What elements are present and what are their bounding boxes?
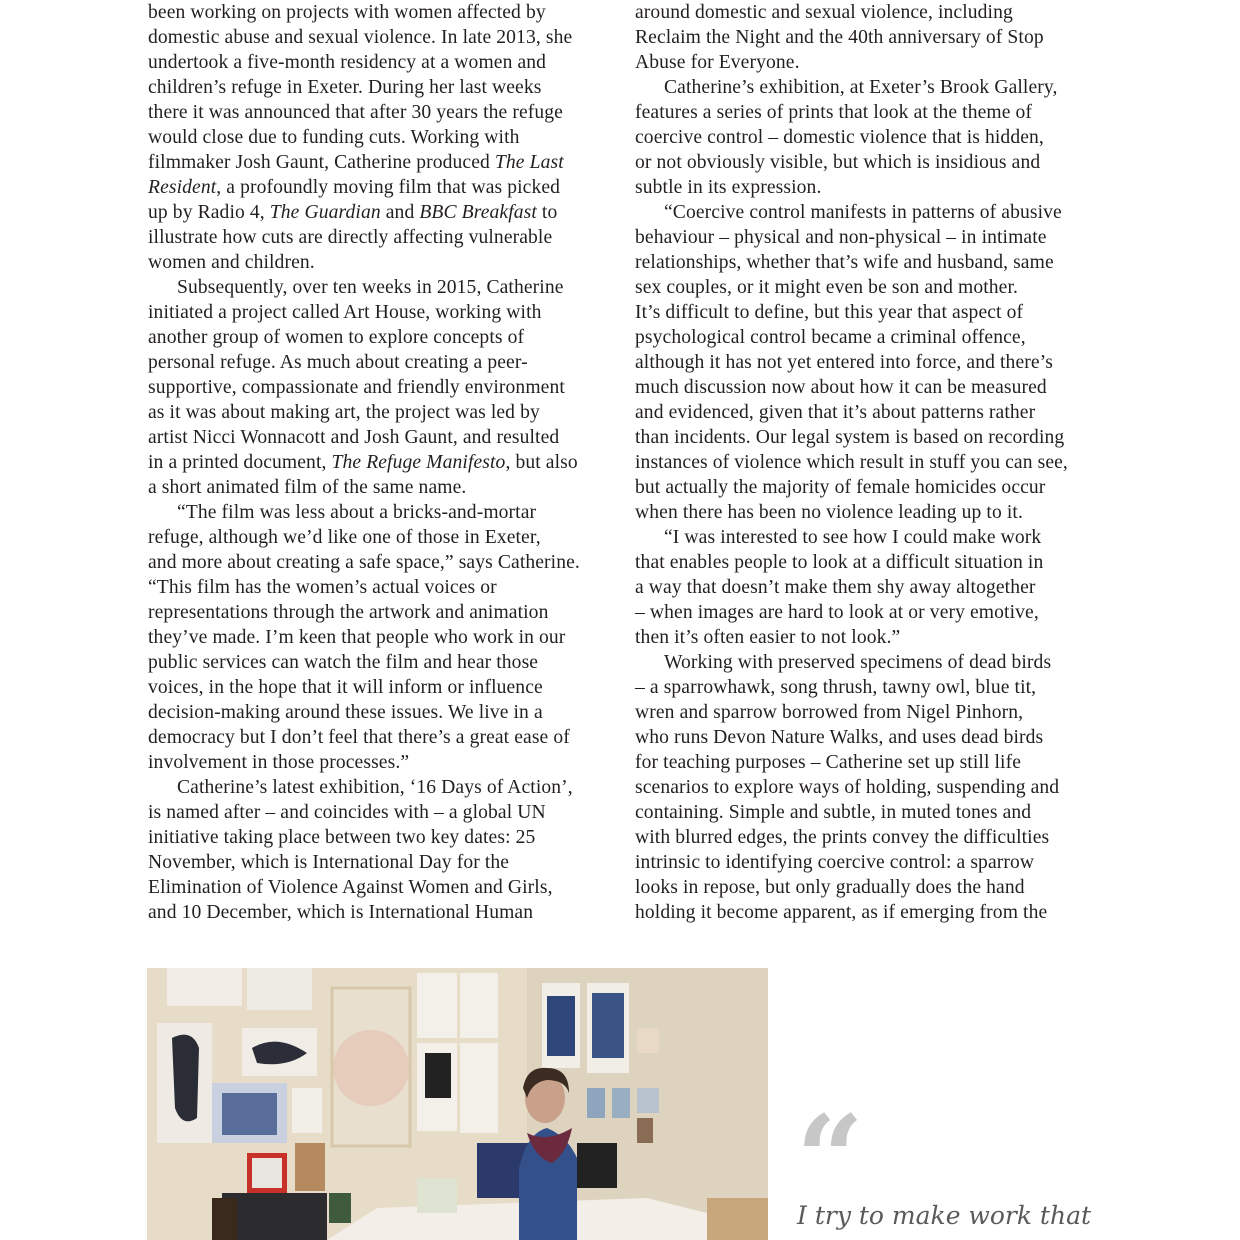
article-line <box>148 475 608 500</box>
photo-illustration <box>147 968 768 1240</box>
article-line <box>148 775 608 800</box>
text-segment: holding it become apparent, as if emerging from the <box>635 902 1048 923</box>
text-segment: Catherine’s latest exhibition, ‘16 Days of Action’, <box>177 777 573 798</box>
article-line <box>148 750 608 775</box>
article-line <box>148 575 608 600</box>
text-segment: “I was interested to see how I could make work <box>664 527 1042 548</box>
text-segment: wren and sparrow borrowed from Nigel Pinhorn, <box>635 702 1024 723</box>
article-line <box>148 150 608 175</box>
text-segment: decision-making around these issues. We live in a <box>148 702 543 723</box>
text-segment: “The film was less about a bricks-and-mortar <box>177 502 537 523</box>
text-segment: supportive, compassionate and friendly environment <box>148 377 565 398</box>
text-segment: and more about creating a safe space,” says Catherine. <box>148 552 580 573</box>
article-line <box>635 150 1095 175</box>
text-segment: when there has been no violence leading up to it. <box>635 502 1023 523</box>
text-segment: domestic abuse and sexual violence. In late 2013, she <box>148 27 573 48</box>
text-segment: personal refuge. As much about creating a peer- <box>148 352 528 373</box>
article-line <box>148 625 608 650</box>
text-segment: Working with preserved specimens of dead birds <box>664 652 1052 673</box>
article-line <box>635 25 1095 50</box>
text-segment: filmmaker Josh Gaunt, Catherine produced <box>148 152 495 173</box>
red-frame-inner <box>252 1158 282 1188</box>
text-segment: relationships, whether that’s wife and husband, same <box>635 252 1054 273</box>
text-segment: undertook a five-month residency at a women and <box>148 52 547 73</box>
article-line <box>635 900 1095 925</box>
article-column-left <box>148 0 608 925</box>
text-segment: up by Radio 4, <box>148 202 270 223</box>
article-line <box>635 575 1095 600</box>
blue-print-detail <box>222 1093 277 1135</box>
text-segment: there it was announced that after 30 years the refuge <box>148 102 563 123</box>
article-line <box>635 425 1095 450</box>
article-line <box>148 250 608 275</box>
article-line <box>635 275 1095 300</box>
article-line <box>148 100 608 125</box>
italic-title: The Last <box>494 152 564 173</box>
article-line <box>635 50 1095 75</box>
article-line <box>635 225 1095 250</box>
text-segment: who runs Devon Nature Walks, and uses dead birds <box>635 727 1044 748</box>
article-line <box>635 800 1095 825</box>
text-segment: involvement in those processes.” <box>148 752 410 773</box>
text-segment: initiated a project called Art House, working with <box>148 302 542 323</box>
text-segment: in a printed document, <box>148 452 332 473</box>
article-line <box>635 875 1095 900</box>
article-line <box>635 675 1095 700</box>
text-segment: although it has not yet entered into force, and there’s <box>635 352 1053 373</box>
text-segment: coercive control – domestic violence that is hidden, <box>635 127 1044 148</box>
circle-print <box>333 1030 409 1106</box>
article-line <box>635 250 1095 275</box>
article-line <box>635 700 1095 725</box>
article-line <box>148 450 608 475</box>
text-segment: – when images are hard to look at or very emotive, <box>635 602 1039 623</box>
text-segment: is named after – and coincides with – a global UN <box>148 802 546 823</box>
text-segment: would close due to funding cuts. Working with <box>148 127 520 148</box>
small-print <box>329 1193 351 1223</box>
article-line <box>148 675 608 700</box>
article-line <box>148 25 608 50</box>
article-line <box>148 900 608 925</box>
article-line <box>635 350 1095 375</box>
article-line <box>148 75 608 100</box>
text-segment: around domestic and sexual violence, including <box>635 2 1013 23</box>
article-line <box>148 350 608 375</box>
article-line <box>635 475 1095 500</box>
text-segment: initiative taking place between two key dates: 25 <box>148 827 536 848</box>
text-segment: as it was about making art, the project was led by <box>148 402 540 423</box>
text-segment: Elimination of Violence Against Women and Girls, <box>148 877 553 898</box>
article-line <box>148 725 608 750</box>
text-segment: It’s difficult to define, but this year that aspect of <box>635 302 1024 323</box>
article-line <box>635 325 1095 350</box>
text-segment: psychological control became a criminal offence, <box>635 327 1026 348</box>
text-segment: children’s refuge in Exeter. During her last weeks <box>148 77 542 98</box>
text-segment: , a profoundly moving film that was picked <box>216 177 561 198</box>
article-line <box>635 200 1095 225</box>
text-segment: voices, in the hope that it will inform or influence <box>148 677 543 698</box>
article-line <box>148 850 608 875</box>
text-segment: refuge, although we’d like one of those in Exeter, <box>148 527 541 548</box>
wooden-drawer <box>707 1198 768 1240</box>
postcard <box>587 1088 605 1118</box>
article-line <box>148 325 608 350</box>
print <box>460 1043 498 1133</box>
pull-quote-text: I try to make work that <box>797 1201 1092 1230</box>
article-line <box>148 875 608 900</box>
article-line <box>148 125 608 150</box>
article-line <box>148 825 608 850</box>
text-segment: behaviour – physical and non-physical – in intimate <box>635 227 1047 248</box>
artist-studio-photo <box>147 968 768 1240</box>
article-line <box>148 400 608 425</box>
text-segment: than incidents. Our legal system is based on recording <box>635 427 1065 448</box>
article-line <box>635 775 1095 800</box>
text-segment: but actually the majority of female homicides occur <box>635 477 1046 498</box>
text-segment: that enables people to look at a difficult situation in <box>635 552 1044 573</box>
text-segment: with blurred edges, the prints convey the difficulties <box>635 827 1050 848</box>
text-segment: another group of women to explore concepts of <box>148 327 525 348</box>
text-segment: sex couples, or it might even be son and mother. <box>635 277 1018 298</box>
text-segment: scenarios to explore ways of holding, suspending and <box>635 777 1060 798</box>
text-segment: features a series of prints that look at the theme of <box>635 102 1033 123</box>
article-line <box>148 200 608 225</box>
bird-print <box>172 1035 199 1122</box>
text-segment: public services can watch the film and hear those <box>148 652 539 673</box>
cards <box>417 1178 457 1213</box>
text-segment: democracy but I don’t feel that there’s a great ease of <box>148 727 570 748</box>
text-segment: been working on projects with women affected by <box>148 2 546 23</box>
print <box>460 973 498 1038</box>
text-segment: Reclaim the Night and the 40th anniversary of Stop <box>635 27 1044 48</box>
article-line <box>148 300 608 325</box>
text-segment: a way that doesn’t make them shy away altogether <box>635 577 1036 598</box>
article-line <box>635 600 1095 625</box>
dark-print <box>425 1053 451 1098</box>
article-line <box>635 375 1095 400</box>
article-line <box>635 525 1095 550</box>
article-line <box>148 500 608 525</box>
text-segment: instances of violence which result in stuff you can see, <box>635 452 1068 473</box>
text-segment: for teaching purposes – Catherine set up still life <box>635 752 1021 773</box>
text-segment: to <box>536 202 558 223</box>
article-column-right <box>635 0 1095 925</box>
text-segment: – a sparrowhawk, song thrush, tawny owl, blue tit, <box>635 677 1037 698</box>
article-line <box>635 75 1095 100</box>
text-segment: then it’s often easier to not look.” <box>635 627 901 648</box>
article-line <box>635 450 1095 475</box>
text-segment: illustrate how cuts are directly affecting vulnerable <box>148 227 553 248</box>
bottle <box>212 1198 237 1240</box>
article-line <box>148 650 608 675</box>
article-line <box>148 0 608 25</box>
article-line <box>635 825 1095 850</box>
article-line <box>148 550 608 575</box>
text-segment: looks in repose, but only gradually does the hand <box>635 877 1025 898</box>
postcard <box>637 1088 659 1113</box>
article-line <box>635 400 1095 425</box>
italic-title: The Guardian <box>269 202 381 223</box>
text-segment: a short animated film of the same name. <box>148 477 467 498</box>
text-segment: intrinsic to identifying coercive control: a sparrow <box>635 852 1035 873</box>
text-segment: Abuse for Everyone. <box>635 52 800 73</box>
article-line <box>635 850 1095 875</box>
article-line <box>635 725 1095 750</box>
text-segment: subtle in its expression. <box>635 177 822 198</box>
postcard <box>612 1088 630 1118</box>
blue-print <box>547 996 575 1056</box>
text-segment: or not obviously visible, but which is insidious and <box>635 152 1041 173</box>
article-line <box>148 800 608 825</box>
article-line <box>635 175 1095 200</box>
print <box>292 1088 322 1133</box>
text-segment: women and children. <box>148 252 315 273</box>
text-segment: containing. Simple and subtle, in muted tones and <box>635 802 1032 823</box>
article-line <box>148 525 608 550</box>
article-line <box>635 125 1095 150</box>
print <box>167 968 242 1006</box>
article-line <box>148 275 608 300</box>
pull-quote-mark-icon: “ <box>796 1089 864 1228</box>
print <box>247 968 312 1010</box>
blue-print <box>592 993 624 1058</box>
text-segment: and evidenced, given that it’s about patterns rather <box>635 402 1036 423</box>
italic-title: The Refuge Manifesto <box>331 452 506 473</box>
text-segment: much discussion now about how it can be measured <box>635 377 1047 398</box>
text-segment: “This film has the women’s actual voices or <box>148 577 497 598</box>
italic-title: BBC Breakfast <box>419 202 537 223</box>
text-segment: artist Nicci Wonnacott and Josh Gaunt, and resulted <box>148 427 560 448</box>
article-line <box>635 0 1095 25</box>
print <box>417 973 457 1038</box>
text-segment: and <box>380 202 420 223</box>
postcard <box>637 1028 659 1053</box>
postcard <box>637 1118 653 1143</box>
wooden-block <box>295 1143 325 1191</box>
text-segment: and 10 December, which is International Human <box>148 902 534 923</box>
text-segment: November, which is International Day for the <box>148 852 510 873</box>
article-line <box>148 425 608 450</box>
article-line <box>148 50 608 75</box>
text-segment: Subsequently, over ten weeks in 2015, Catherine <box>177 277 564 298</box>
article-line <box>635 550 1095 575</box>
article-line <box>635 625 1095 650</box>
article-line <box>148 225 608 250</box>
article-line <box>148 375 608 400</box>
fireplace <box>222 1193 327 1240</box>
text-segment: “Coercive control manifests in patterns of abusive <box>664 202 1062 223</box>
article-line <box>635 750 1095 775</box>
article-line <box>148 175 608 200</box>
dark-box <box>577 1143 617 1188</box>
article-line <box>635 650 1095 675</box>
article-line <box>635 500 1095 525</box>
article-line <box>635 300 1095 325</box>
text-segment: Catherine’s exhibition, at Exeter’s Brook Gallery, <box>664 77 1058 98</box>
article-line <box>635 100 1095 125</box>
text-segment: , but also <box>505 452 578 473</box>
italic-title: Resident <box>148 177 217 198</box>
text-segment: they’ve made. I’m keen that people who work in our <box>148 627 566 648</box>
article-line <box>148 600 608 625</box>
text-segment: representations through the artwork and animation <box>148 602 549 623</box>
article-line <box>148 700 608 725</box>
